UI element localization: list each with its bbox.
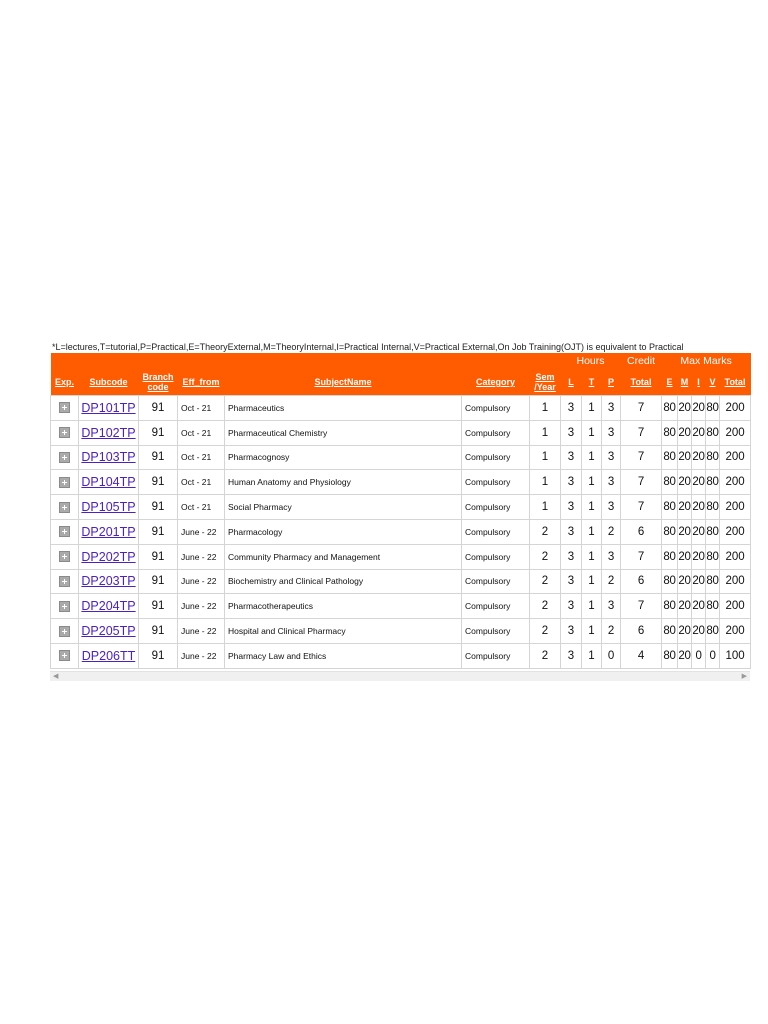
marks-i-cell: 20 — [692, 619, 706, 644]
table-row — [51, 643, 751, 668]
table-row — [51, 445, 751, 470]
practical-hours-cell: 3 — [602, 445, 621, 470]
col-branch-code[interactable]: Branch code — [139, 369, 178, 396]
subcode-link[interactable]: DP103TP — [81, 450, 136, 465]
practical-hours-cell: 2 — [602, 519, 621, 544]
marks-e-cell: 80 — [662, 470, 678, 495]
eff-from-cell: Oct - 21 — [178, 470, 225, 495]
credit-total-cell: 4 — [621, 643, 662, 668]
scroll-right-arrow-icon[interactable]: ▶ — [741, 672, 747, 680]
marks-v-cell: 80 — [706, 470, 720, 495]
practical-hours-cell: 2 — [602, 619, 621, 644]
marks-total-cell: 200 — [720, 544, 751, 569]
lecture-hours-cell: 3 — [561, 569, 582, 594]
practical-hours-cell: 0 — [602, 643, 621, 668]
expand-icon[interactable] — [59, 502, 70, 513]
lecture-hours-cell: 3 — [561, 519, 582, 544]
marks-e-cell: 80 — [662, 594, 678, 619]
branch-code-cell: 91 — [139, 495, 178, 520]
marks-total-cell: 200 — [720, 396, 751, 421]
table-row — [51, 569, 751, 594]
marks-m-cell: 20 — [678, 619, 692, 644]
credit-total-cell: 6 — [621, 519, 662, 544]
marks-total-cell: 100 — [720, 643, 751, 668]
subcode-cell — [79, 569, 139, 594]
subcode-cell — [79, 594, 139, 619]
sem-year-cell: 2 — [530, 569, 561, 594]
marks-v-cell: 80 — [706, 619, 720, 644]
eff-from-cell: June - 22 — [178, 519, 225, 544]
subject-name-cell: Pharmacology — [225, 519, 462, 544]
subcode-link[interactable]: DP206TT — [81, 648, 136, 663]
subcode-cell — [79, 619, 139, 644]
subject-name-cell: Pharmaceutics — [225, 396, 462, 421]
tutorial-hours-cell: 1 — [582, 396, 602, 421]
col-v[interactable]: V — [706, 369, 720, 396]
expand-cell[interactable] — [51, 569, 79, 594]
lecture-hours-cell: 3 — [561, 396, 582, 421]
col-credit-total[interactable]: Total — [621, 369, 662, 396]
marks-m-cell: 20 — [678, 594, 692, 619]
sem-year-cell: 1 — [530, 396, 561, 421]
table-row — [51, 619, 751, 644]
expand-cell[interactable] — [51, 594, 79, 619]
table-row — [51, 495, 751, 520]
marks-i-cell: 20 — [692, 445, 706, 470]
marks-e-cell: 80 — [662, 420, 678, 445]
marks-m-cell: 20 — [678, 396, 692, 421]
tutorial-hours-cell: 1 — [582, 470, 602, 495]
tutorial-hours-cell: 1 — [582, 544, 602, 569]
category-cell: Compulsory — [462, 445, 530, 470]
expand-icon[interactable] — [59, 427, 70, 438]
branch-code-cell: 91 — [139, 643, 178, 668]
expand-icon[interactable] — [59, 477, 70, 488]
subcode-cell — [79, 495, 139, 520]
sem-year-cell: 1 — [530, 495, 561, 520]
branch-code-cell: 91 — [139, 420, 178, 445]
category-cell: Compulsory — [462, 420, 530, 445]
tutorial-hours-cell: 1 — [582, 420, 602, 445]
credit-total-cell: 7 — [621, 420, 662, 445]
marks-e-cell: 80 — [662, 495, 678, 520]
sem-year-cell: 1 — [530, 445, 561, 470]
category-cell: Compulsory — [462, 396, 530, 421]
tutorial-hours-cell: 1 — [582, 619, 602, 644]
practical-hours-cell: 3 — [602, 544, 621, 569]
expand-icon[interactable] — [59, 601, 70, 612]
credit-total-cell: 7 — [621, 445, 662, 470]
subject-name-cell: Pharmaceutical Chemistry — [225, 420, 462, 445]
marks-i-cell: 0 — [692, 643, 706, 668]
marks-v-cell: 80 — [706, 420, 720, 445]
subcode-link[interactable]: DP102TP — [81, 425, 136, 440]
marks-i-cell: 20 — [692, 470, 706, 495]
table-row — [51, 396, 751, 421]
subject-name-cell: Community Pharmacy and Management — [225, 544, 462, 569]
tutorial-hours-cell: 1 — [582, 569, 602, 594]
subcode-link[interactable]: DP205TP — [81, 624, 136, 639]
marks-i-cell: 20 — [692, 519, 706, 544]
col-max-total[interactable]: Total — [720, 369, 751, 396]
subject-name-cell: Hospital and Clinical Pharmacy — [225, 619, 462, 644]
expand-cell[interactable] — [51, 519, 79, 544]
marks-m-cell: 20 — [678, 495, 692, 520]
marks-total-cell: 200 — [720, 445, 751, 470]
practical-hours-cell: 2 — [602, 569, 621, 594]
expand-icon[interactable] — [59, 576, 70, 587]
branch-code-cell: 91 — [139, 569, 178, 594]
marks-v-cell: 80 — [706, 495, 720, 520]
sem-year-cell: 2 — [530, 519, 561, 544]
marks-e-cell: 80 — [662, 445, 678, 470]
table-row — [51, 544, 751, 569]
col-l[interactable]: L — [561, 369, 582, 396]
credit-total-cell: 6 — [621, 569, 662, 594]
practical-hours-cell: 3 — [602, 396, 621, 421]
lecture-hours-cell: 3 — [561, 643, 582, 668]
marks-e-cell: 80 — [662, 643, 678, 668]
expand-cell[interactable] — [51, 643, 79, 668]
marks-total-cell: 200 — [720, 519, 751, 544]
category-cell: Compulsory — [462, 643, 530, 668]
marks-i-cell: 20 — [692, 569, 706, 594]
legend-note: *L=lectures,T=tutorial,P=Practical,E=TheoryExternal,M=TheoryInternal,I=Practical Internal,V=Practical External,On Job Training(OJT) is equivalent to Practical — [52, 342, 684, 352]
marks-e-cell: 80 — [662, 519, 678, 544]
category-cell: Compulsory — [462, 495, 530, 520]
tutorial-hours-cell: 1 — [582, 594, 602, 619]
marks-i-cell: 20 — [692, 420, 706, 445]
lecture-hours-cell: 3 — [561, 619, 582, 644]
sem-year-cell: 1 — [530, 470, 561, 495]
table-row — [51, 519, 751, 544]
marks-m-cell: 20 — [678, 445, 692, 470]
lecture-hours-cell: 3 — [561, 420, 582, 445]
col-i[interactable]: I — [692, 369, 706, 396]
branch-code-cell: 91 — [139, 544, 178, 569]
tutorial-hours-cell: 1 — [582, 495, 602, 520]
scroll-left-arrow-icon[interactable]: ◀ — [53, 672, 59, 680]
expand-cell[interactable] — [51, 495, 79, 520]
subject-name-cell: Pharmacotherapeutics — [225, 594, 462, 619]
marks-e-cell: 80 — [662, 569, 678, 594]
subcode-link[interactable]: DP202TP — [81, 549, 136, 564]
practical-hours-cell: 3 — [602, 470, 621, 495]
col-m[interactable]: M — [678, 369, 692, 396]
expand-icon[interactable] — [59, 526, 70, 537]
subcode-link[interactable]: DP201TP — [81, 524, 136, 539]
expand-icon[interactable] — [59, 452, 70, 463]
marks-m-cell: 20 — [678, 569, 692, 594]
eff-from-cell: Oct - 21 — [178, 445, 225, 470]
eff-from-cell: Oct - 21 — [178, 396, 225, 421]
marks-total-cell: 200 — [720, 569, 751, 594]
sem-year-cell: 2 — [530, 643, 561, 668]
marks-e-cell: 80 — [662, 544, 678, 569]
col-t[interactable]: T — [582, 369, 602, 396]
marks-total-cell: 200 — [720, 594, 751, 619]
subject-name-cell: Pharmacy Law and Ethics — [225, 643, 462, 668]
credit-total-cell: 6 — [621, 619, 662, 644]
marks-v-cell: 80 — [706, 519, 720, 544]
credit-total-cell: 7 — [621, 594, 662, 619]
tutorial-hours-cell: 1 — [582, 445, 602, 470]
expand-cell[interactable] — [51, 420, 79, 445]
subcode-link[interactable]: DP104TP — [81, 475, 136, 490]
subcode-link[interactable]: DP203TP — [81, 574, 136, 589]
practical-hours-cell: 3 — [602, 495, 621, 520]
subcode-cell — [79, 396, 139, 421]
category-cell: Compulsory — [462, 594, 530, 619]
subcode-link[interactable]: DP101TP — [81, 400, 136, 415]
eff-from-cell: June - 22 — [178, 569, 225, 594]
branch-code-cell: 91 — [139, 445, 178, 470]
marks-e-cell: 80 — [662, 396, 678, 421]
branch-code-cell: 91 — [139, 594, 178, 619]
col-p[interactable]: P — [602, 369, 621, 396]
marks-m-cell: 20 — [678, 643, 692, 668]
subject-name-cell: Pharmacognosy — [225, 445, 462, 470]
credit-total-cell: 7 — [621, 396, 662, 421]
branch-code-cell: 91 — [139, 519, 178, 544]
category-cell: Compulsory — [462, 544, 530, 569]
marks-v-cell: 80 — [706, 445, 720, 470]
lecture-hours-cell: 3 — [561, 445, 582, 470]
marks-m-cell: 20 — [678, 420, 692, 445]
marks-v-cell: 0 — [706, 643, 720, 668]
table-row — [51, 594, 751, 619]
subcode-cell — [79, 420, 139, 445]
marks-i-cell: 20 — [692, 544, 706, 569]
credit-total-cell: 7 — [621, 495, 662, 520]
subject-table — [50, 353, 751, 669]
subject-name-cell: Biochemistry and Clinical Pathology — [225, 569, 462, 594]
marks-i-cell: 20 — [692, 396, 706, 421]
eff-from-cell: June - 22 — [178, 619, 225, 644]
marks-m-cell: 20 — [678, 470, 692, 495]
expand-icon[interactable] — [59, 626, 70, 637]
tutorial-hours-cell: 1 — [582, 519, 602, 544]
branch-code-cell: 91 — [139, 396, 178, 421]
marks-total-cell: 200 — [720, 495, 751, 520]
subcode-link[interactable]: DP105TP — [81, 500, 136, 515]
category-cell: Compulsory — [462, 519, 530, 544]
marks-total-cell: 200 — [720, 420, 751, 445]
marks-m-cell: 20 — [678, 544, 692, 569]
table-row — [51, 470, 751, 495]
branch-code-cell: 91 — [139, 470, 178, 495]
practical-hours-cell: 3 — [602, 420, 621, 445]
sem-year-cell: 2 — [530, 619, 561, 644]
eff-from-cell: Oct - 21 — [178, 495, 225, 520]
lecture-hours-cell: 3 — [561, 470, 582, 495]
lecture-hours-cell: 3 — [561, 495, 582, 520]
subcode-cell — [79, 544, 139, 569]
marks-total-cell: 200 — [720, 470, 751, 495]
column-header-row — [51, 369, 751, 396]
expand-icon[interactable] — [59, 551, 70, 562]
col-subject-name[interactable]: SubjectName — [225, 369, 462, 396]
eff-from-cell: June - 22 — [178, 643, 225, 668]
col-subcode[interactable]: Subcode — [79, 369, 139, 396]
marks-m-cell: 20 — [678, 519, 692, 544]
table-body — [51, 396, 751, 669]
eff-from-cell: Oct - 21 — [178, 420, 225, 445]
category-cell: Compulsory — [462, 470, 530, 495]
subject-table-container — [50, 341, 750, 681]
table-row — [51, 420, 751, 445]
expand-cell[interactable] — [51, 544, 79, 569]
max-marks-group-header: Max Marks — [662, 353, 751, 369]
expand-icon[interactable] — [59, 650, 70, 661]
group-header-row — [51, 353, 751, 369]
tutorial-hours-cell: 1 — [582, 643, 602, 668]
hours-group-header: Hours — [561, 353, 621, 369]
marks-i-cell: 20 — [692, 495, 706, 520]
eff-from-cell: June - 22 — [178, 544, 225, 569]
expand-cell[interactable] — [51, 470, 79, 495]
expand-cell[interactable] — [51, 619, 79, 644]
sem-year-cell: 1 — [530, 420, 561, 445]
credit-total-cell: 7 — [621, 470, 662, 495]
credit-total-cell: 7 — [621, 544, 662, 569]
marks-total-cell: 200 — [720, 619, 751, 644]
subject-name-cell: Human Anatomy and Physiology — [225, 470, 462, 495]
marks-v-cell: 80 — [706, 396, 720, 421]
branch-code-cell: 91 — [139, 619, 178, 644]
sem-year-cell: 2 — [530, 544, 561, 569]
col-sem-year[interactable]: Sem /Year — [530, 369, 561, 396]
marks-e-cell: 80 — [662, 619, 678, 644]
marks-i-cell: 20 — [692, 594, 706, 619]
expand-cell[interactable] — [51, 396, 79, 421]
eff-from-cell: June - 22 — [178, 594, 225, 619]
expand-icon[interactable] — [59, 402, 70, 413]
category-cell: Compulsory — [462, 619, 530, 644]
subcode-cell — [79, 643, 139, 668]
category-cell: Compulsory — [462, 569, 530, 594]
lecture-hours-cell: 3 — [561, 594, 582, 619]
col-category[interactable]: Category — [462, 369, 530, 396]
col-eff-from[interactable]: Eff_from — [178, 369, 225, 396]
marks-v-cell: 80 — [706, 569, 720, 594]
credit-group-header: Credit — [621, 353, 662, 369]
col-exp[interactable]: Exp. — [51, 369, 79, 396]
subcode-link[interactable]: DP204TP — [81, 599, 136, 614]
col-e[interactable]: E — [662, 369, 678, 396]
marks-v-cell: 80 — [706, 544, 720, 569]
subcode-cell — [79, 445, 139, 470]
sem-year-cell: 2 — [530, 594, 561, 619]
lecture-hours-cell: 3 — [561, 544, 582, 569]
marks-v-cell: 80 — [706, 594, 720, 619]
subcode-cell — [79, 470, 139, 495]
subcode-cell — [79, 519, 139, 544]
subject-name-cell: Social Pharmacy — [225, 495, 462, 520]
horizontal-scrollbar[interactable] — [50, 671, 750, 681]
practical-hours-cell: 3 — [602, 594, 621, 619]
expand-cell[interactable] — [51, 445, 79, 470]
